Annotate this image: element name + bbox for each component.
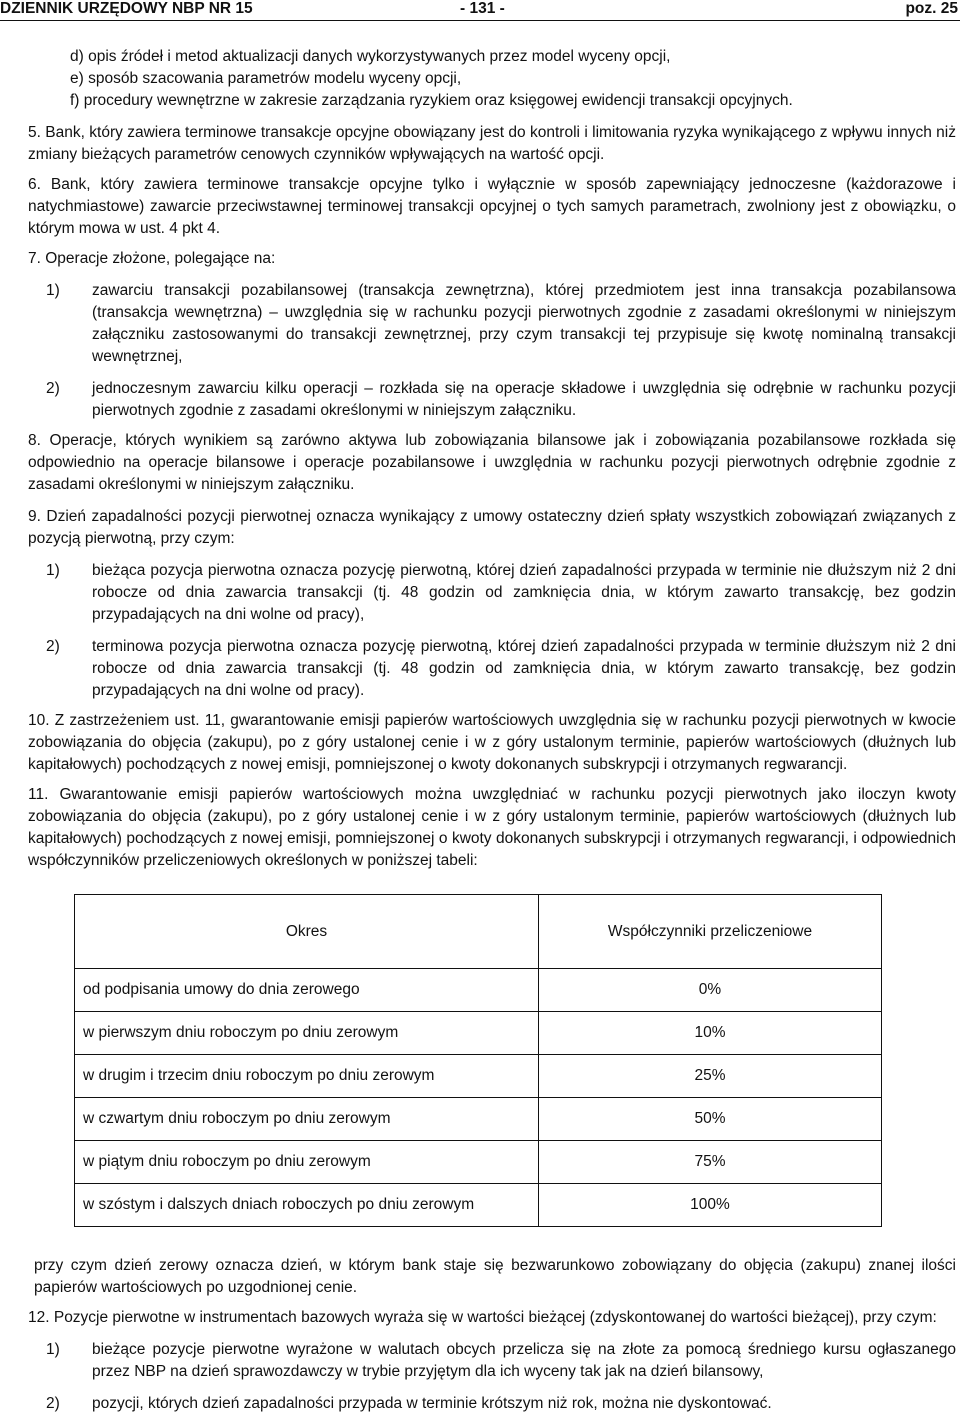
paragraph-9-item-2	[28, 636, 956, 702]
paragraph-9-item-1	[28, 560, 956, 626]
cell-rate: 50%	[539, 1098, 882, 1141]
list-text: terminowa pozycja pierwotna oznacza pozycję pierwotną, której dzień zapadalności przypada w terminie dłuższym niż 2 dni robocze od dnia zawarcia transakcji (tj. 48 godzin od zamknięcia dnia, w którym zawarto transakcję, bez godzin przypadających na dni wolne od pracy).	[92, 638, 956, 699]
cell-rate: 75%	[539, 1141, 882, 1184]
paragraph-8: 8. Operacje, których wynikiem są zarówno aktywa lub zobowiązania bilansowe jak i zobowiązania pozabilansowe rozkłada się odpowiednio na operacje bilansowe i operacje pozabilansowe i uwzględnia w rachunku pozycji pierwotnych odrębnie zgodnie z zasadami określonymi w niniejszym załączniku.	[28, 432, 956, 493]
list-number: 1)	[46, 562, 60, 579]
list-number: 2)	[46, 638, 60, 655]
column-header-period: Okres	[75, 895, 539, 969]
list-number: 2)	[46, 1395, 60, 1412]
cell-rate: 100%	[539, 1184, 882, 1227]
list-text: zawarciu transakcji pozabilansowej (transakcja zewnętrzna), której przedmiotem jest inna transakcja pozabilansowa (transakcja wewnętrzna) – uwzględnia się w rachunku pozycji pierwotnych zgodnie z zasadami określonymi w niniejszym załączniku zastosowanymi do transakcji zewnętrznej, przy czym transakcji tej przypisuje się kwotę nominalną transakcji wewnętrznej,	[92, 282, 956, 365]
page-number: - 131 -	[460, 0, 505, 17]
cell-period: od podpisania umowy do dnia zerowego	[75, 969, 539, 1012]
table-row	[75, 1055, 882, 1098]
zero-day-definition: przy czym dzień zerowy oznacza dzień, w którym bank staje się bezwarunkowo zobowiązany do objęcia (zakupu) znanej ilości papierów wartościowych po uzgodnionej cenie.	[34, 1257, 956, 1296]
cell-period: w drugim i trzecim dniu roboczym po dniu zerowym	[75, 1055, 539, 1098]
paragraph-10: 10. Z zastrzeżeniem ust. 11, gwarantowanie emisji papierów wartościowych uwzględnia się w rachunku pozycji pierwotnych w kwocie zobowiązania do objęcia (zakupu), po z góry ustalonej cenie i w z góry ustalonym terminie, papierów wartościowych (dłużnych lub kapitałowych) pochodzących z nowej emisji, pomniejszonej o kwoty dokonanych subskrypcji i otrzymanych regwarancji.	[28, 712, 956, 773]
list-text: bieżąca pozycja pierwotna oznacza pozycję pierwotną, której dzień zapadalności przypada w terminie nie dłuższym niż 2 dni robocze od dnia zawarcia transakcji (tj. 48 godzin od zamknięcia dnia, w którym zawarto transakcję, bez godzin przypadających na dni wolne od pracy),	[92, 562, 956, 623]
table-row	[75, 1012, 882, 1055]
paragraph-6: 6. Bank, który zawiera terminowe transakcje opcyjne tylko i wyłącznie w sposób zapewniający jednoczesne (każdorazowe i natychmiastowe) zawarcie przeciwstawnej terminowej transakcji opcyjnej o tych samych parametrach, zwolniony jest z obowiązku, o którym mowa w ust. 4 pkt 4.	[28, 176, 956, 237]
paragraph-5: 5. Bank, który zawiera terminowe transakcje opcyjne obowiązany jest do kontroli i limitowania ryzyka wynikającego z wpływu innych niż zmiany bieżących parametrów cenowych czynników wpływających na wartość opcji.	[28, 124, 956, 163]
position-number: poz. 25	[905, 0, 958, 17]
cell-period: w piątym dniu roboczym po dniu zerowym	[75, 1141, 539, 1184]
list-number: 1)	[46, 282, 60, 299]
item-e: e) sposób szacowania parametrów modelu wyceny opcji,	[70, 70, 462, 87]
paragraph-7: 7. Operacje złożone, polegające na:	[28, 250, 276, 267]
page-header	[0, 0, 960, 22]
paragraph-12: 12. Pozycje pierwotne w instrumentach bazowych wyraża się w wartości bieżącej (zdyskontowanej do wartości bieżącej), przy czym:	[28, 1309, 937, 1326]
cell-rate: 10%	[539, 1012, 882, 1055]
journal-title: DZIENNIK URZĘDOWY NBP NR 15	[0, 0, 253, 17]
paragraph-12-item-1	[28, 1339, 956, 1383]
paragraph-7-item-2	[28, 378, 956, 422]
header-rule	[0, 20, 960, 21]
cell-period: w szóstym i dalszych dniach roboczych po dniu zerowym	[75, 1184, 539, 1227]
item-f: f) procedury wewnętrzne w zakresie zarządzania ryzykiem oraz księgowej ewidencji transakcji opcyjnych.	[70, 92, 793, 109]
paragraph-7-item-1	[28, 280, 956, 368]
paragraph-12-item-2	[28, 1393, 956, 1415]
column-header-factor: Współczynniki przeliczeniowe	[539, 895, 882, 969]
cell-rate: 0%	[539, 969, 882, 1012]
document-body	[28, 46, 956, 1415]
list-number: 2)	[46, 380, 60, 397]
list-number: 1)	[46, 1341, 60, 1358]
cell-period: w pierwszym dniu roboczym po dniu zerowym	[75, 1012, 539, 1055]
list-text: pozycji, których dzień zapadalności przypada w terminie krótszym niż rok, można nie dyskontować.	[92, 1395, 772, 1412]
cell-rate: 25%	[539, 1055, 882, 1098]
cell-period: w czwartym dniu roboczym po dniu zerowym	[75, 1098, 539, 1141]
table-row	[75, 1098, 882, 1141]
table-row	[75, 1184, 882, 1227]
table-row	[75, 1141, 882, 1184]
conversion-factors-table	[74, 894, 882, 1227]
item-d: d) opis źródeł i metod aktualizacji danych wykorzystywanych przez model wyceny opcji,	[70, 48, 671, 65]
list-text: bieżące pozycje pierwotne wyrażone w walutach obcych przelicza się na złote za pomocą średniego kursu ogłaszanego przez NBP na dzień sprawozdawczy w trybie przyjętym dla ich wyceny tak jak na dzień bilansowy,	[92, 1341, 956, 1380]
table-header-row	[75, 895, 882, 969]
list-text: jednoczesnym zawarciu kilku operacji – rozkłada się na operacje składowe i uwzględnia się odrębnie w rachunku pozycji pierwotnych zgodnie z zasadami określonymi w niniejszym załączniku.	[92, 380, 956, 419]
paragraph-9: 9. Dzień zapadalności pozycji pierwotnej oznacza wynikający z umowy ostateczny dzień spłaty wszystkich zobowiązań związanych z pozycją pierwotną, przy czym:	[28, 508, 956, 547]
table-row	[75, 969, 882, 1012]
paragraph-11: 11. Gwarantowanie emisji papierów wartościowych można uwzględniać w rachunku pozycji pierwotnych jako iloczyn kwoty zobowiązania do objęcia (zakupu), po z góry ustalonej cenie i w z góry ustalonym terminie, papierów wartościowych (dłużnych lub kapitałowych) pochodzących z nowej emisji, pomniejszonej o kwoty dokonanych subskrypcji i otrzymanych regwarancji, i odpowiednich współczynników przeliczeniowych określonych w poniższej tabeli:	[28, 786, 956, 869]
